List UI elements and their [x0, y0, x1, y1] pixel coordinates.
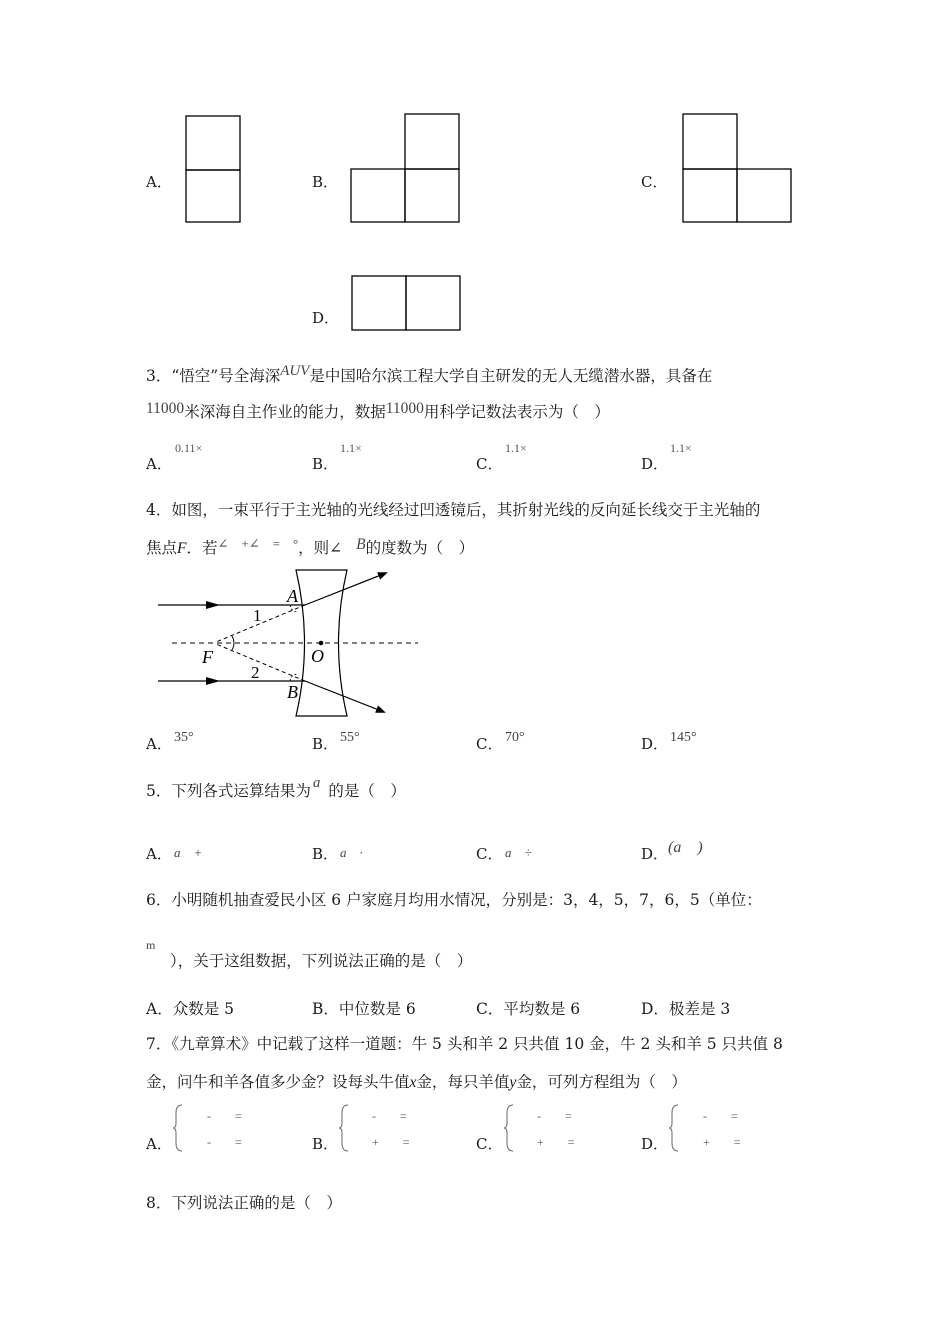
q7-option-c-label: C．	[476, 1135, 503, 1153]
q2-figure-a	[185, 115, 243, 225]
q6-option-d-text: 极差是 3	[668, 1000, 731, 1018]
q6-option-a	[146, 999, 234, 1019]
q3-num-a: 11000	[146, 400, 185, 417]
q5-option-d-value: (a )	[668, 839, 703, 856]
q4-option-d-value: 145°	[670, 730, 697, 745]
q2-option-a-label: A．	[146, 173, 172, 191]
q7-line-2	[146, 1072, 687, 1093]
q7-option-b-label: B．	[312, 1135, 339, 1153]
q7-x: x	[409, 1074, 417, 1091]
q3-option-c-label: C．	[476, 455, 503, 473]
q6-option-b-label: B．	[312, 1000, 339, 1018]
q7-option-c-brace	[503, 1103, 515, 1153]
q6-option-b-text: 中位数是 6	[338, 1000, 416, 1018]
q5-option-b-value: a ·	[340, 845, 363, 860]
q6-option-d-label: D．	[641, 1000, 669, 1018]
q3-line2-mid: 米深海自主作业的能力，数据	[184, 403, 386, 421]
q7-option-d-top: - =	[703, 1109, 738, 1123]
fig-label-o: O	[311, 646, 324, 666]
q4-lens-figure	[150, 565, 430, 725]
fig-label-a: A	[287, 586, 298, 606]
q6-line-2: ），关于这组数据，下列说法正确的是（ ）	[170, 952, 473, 970]
q3-line-2	[146, 402, 610, 423]
q6-option-c-label: C．	[476, 1000, 504, 1018]
fig-label-one: 1	[253, 606, 262, 625]
q6-option-a-text: 众数是 5	[172, 1000, 234, 1018]
q3-prefix: 3．“悟空”号全海深	[146, 367, 281, 385]
q6-unit: m	[146, 938, 156, 952]
q5-a: a	[312, 775, 321, 791]
q4-line-1: 4．如图，一束平行于主光轴的光线经过凹透镜后，其折射光线的反向延长线交于主光轴的	[146, 501, 761, 519]
q4-option-a-value: 35°	[174, 730, 194, 745]
q4-angle-expr: ∠ +∠ = °	[217, 536, 299, 551]
fig-label-f: F	[202, 647, 213, 667]
q4-line2-a: 焦点	[146, 539, 178, 557]
q4-line-2	[146, 538, 474, 559]
q3-num-b: 11000	[385, 400, 424, 417]
question-8: 8．下列说法正确的是（ ）	[146, 1194, 342, 1212]
q7-option-a-brace	[172, 1103, 184, 1153]
optical-center-dot	[319, 641, 324, 646]
q6-option-c-text: 平均数是 6	[503, 1000, 581, 1018]
q4-option-b-label: B．	[312, 735, 339, 753]
q3-option-d-value: 1.1×	[670, 441, 692, 455]
q6-option-b	[312, 999, 416, 1019]
q7-option-c-bottom: + =	[537, 1135, 575, 1149]
q5-prefix: 5．下列各式运算结果为	[146, 782, 311, 800]
q5-option-d-label: D．	[641, 845, 669, 863]
q3-line-1	[146, 363, 713, 387]
q6-option-a-label: A．	[146, 1000, 173, 1018]
q3-option-b-label: B．	[312, 455, 339, 473]
q5-option-a-value: a +	[174, 845, 203, 860]
q4-option-c-value: 70°	[505, 730, 525, 745]
q3-option-c-value: 1.1×	[505, 441, 527, 455]
q4-option-c-label: C．	[476, 735, 503, 753]
q5-option-b-label: B．	[312, 845, 339, 863]
q7-option-c-top: - =	[537, 1109, 572, 1123]
q7-option-d-bottom: + =	[703, 1135, 741, 1149]
q6-line-1: 6．小明随机抽查爱民小区 6 户家庭月均用水情况，分别是：3，4，5，7，6，5（单位：	[146, 891, 762, 909]
q7-option-d-label: D．	[641, 1135, 669, 1153]
q3-line2-rest: 用科学记数法表示为（ ）	[423, 403, 610, 421]
q6-option-d	[641, 999, 730, 1019]
extension-bottom	[216, 644, 305, 681]
q3-option-a-value: 0.11×	[175, 441, 203, 455]
q2-figure-b	[350, 113, 463, 225]
q4-option-d-label: D．	[641, 735, 669, 753]
q5-option-c-label: C．	[476, 845, 503, 863]
q4-option-b-value: 55°	[340, 730, 360, 745]
q7-option-d-brace	[668, 1103, 680, 1153]
q2-option-b-label: B．	[312, 173, 339, 191]
q3-auv: AUV	[280, 363, 310, 379]
q5-option-a-label: A．	[146, 845, 172, 863]
q4-point-b: B	[356, 536, 366, 553]
q7-option-b-bottom: + =	[372, 1135, 410, 1149]
q5-suffix: 的是（ ）	[328, 782, 406, 800]
q4-line2-c: ，则∠	[298, 539, 343, 557]
q7-line-1: 7．《九章算术》中记载了这样一道题：牛 5 头和羊 2 只共值 10 金，牛 2 头和羊 5 只共值 8	[146, 1035, 783, 1053]
q7-option-a-bottom: - =	[207, 1135, 242, 1149]
fig-label-b: B	[287, 682, 298, 702]
q7-option-b-top: - =	[372, 1109, 407, 1123]
q4-option-a-label: A．	[146, 735, 172, 753]
q7-option-b-brace	[338, 1103, 350, 1153]
q7-line2-a: 金，问牛和羊各值多少金？设每头牛值	[146, 1073, 410, 1091]
q2-option-c-label: C．	[641, 173, 668, 191]
q3-line1-rest: 是中国哈尔滨工程大学自主研发的无人无缆潜水器，具备在	[309, 367, 713, 385]
q2-figure-c	[682, 113, 795, 225]
q3-option-a-label: A．	[146, 455, 172, 473]
q7-option-a-top: - =	[207, 1109, 242, 1123]
q7-y: y	[509, 1074, 517, 1091]
q4-line2-b: ．若	[186, 539, 218, 557]
q4-focus-f: F	[177, 540, 187, 557]
q5-option-c-value: a ÷	[505, 845, 532, 860]
q3-option-d-label: D．	[641, 455, 669, 473]
q7-line2-c: 金，可列方程组为（ ）	[516, 1073, 687, 1091]
q6-option-c	[476, 999, 580, 1019]
q7-line2-b: 金，每只羊值	[416, 1073, 510, 1091]
fig-label-two: 2	[251, 663, 260, 682]
q2-option-d-label: D．	[312, 309, 340, 327]
q4-line2-d: 的度数为（ ）	[365, 539, 475, 557]
q7-option-a-label: A．	[146, 1135, 172, 1153]
q2-figure-d	[351, 275, 464, 333]
q5-line	[146, 775, 406, 802]
q3-option-b-value: 1.1×	[340, 441, 362, 455]
